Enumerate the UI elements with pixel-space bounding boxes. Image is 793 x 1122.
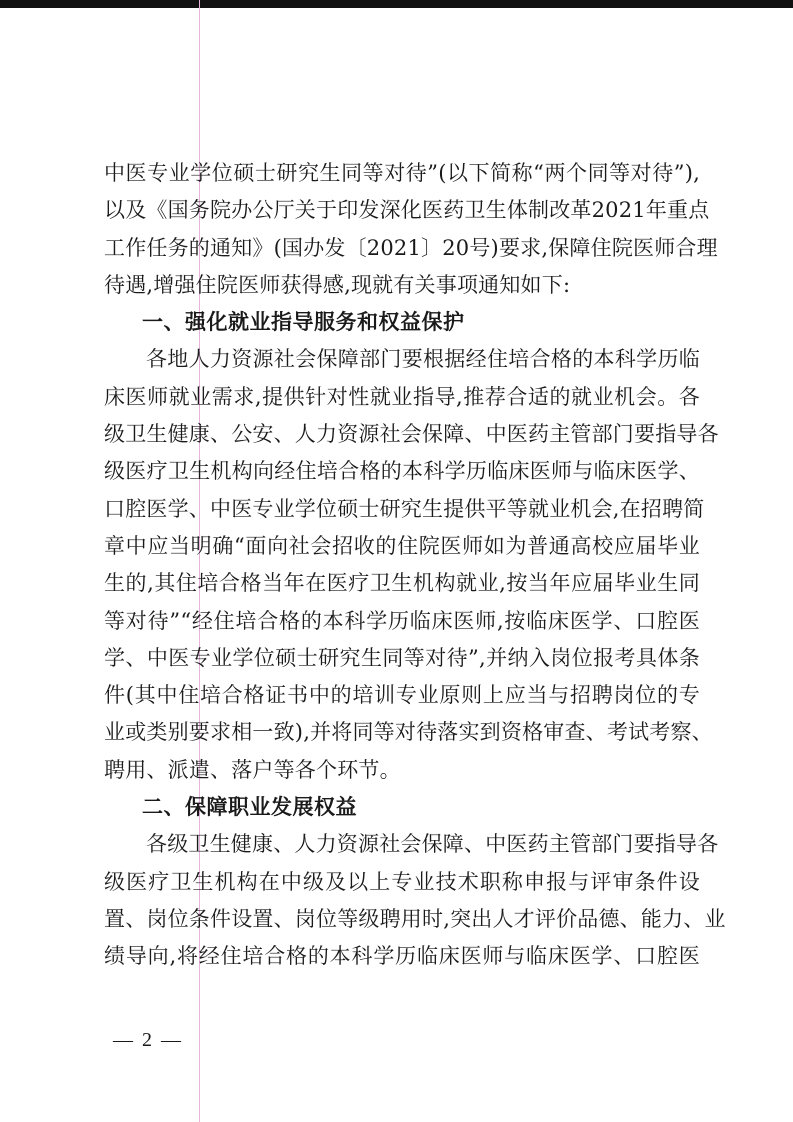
section-heading-2: 二、保障职业发展权益 [142,795,357,820]
paragraph-line: 以及《国务院办公厅关于印发深化医药卫生体制改革2021年重点 [104,198,710,223]
paragraph-line: 置、岗位条件设置、岗位等级聘用时,突出人才评价品德、能力、业 [104,906,726,931]
page-number: — 2 — [113,1029,183,1051]
section-heading-1: 一、强化就业指导服务和权益保护 [142,310,465,335]
paragraph-line: 口腔医学、中医专业学位硕士研究生提供平等就业机会,在招聘简 [104,496,705,521]
paragraph-line: 待遇,增强住院医师获得感,现就有关事项通知如下: [104,272,571,297]
paragraph-line: 级卫生健康、公安、人力资源社会保障、中医药主管部门要指导各 [104,422,719,447]
paragraph-line: 工作任务的通知》(国办发〔2021〕20号)要求,保障住院医师合理 [104,235,718,260]
scan-edge [0,0,793,8]
paragraph-line: 等对待”“经住培合格的本科学历临床医师,按临床医学、口腔医 [104,608,700,633]
paragraph-line: 床医师就业需求,提供针对性就业指导,推荐合适的就业机会。各 [104,384,700,409]
paragraph-line: 章中应当明确“面向社会招收的住院医师如为普通高校应届毕业 [104,533,700,558]
paragraph-line: 学、中医专业学位硕士研究生同等对待”,并纳入岗位报考具体条 [104,645,700,670]
paragraph-line: 各级卫生健康、人力资源社会保障、中医药主管部门要指导各 [146,832,719,857]
paragraph-line: 业或类别要求相一致),并将同等对待落实到资格审查、考试考察、 [104,720,713,745]
paragraph-line: 级医疗卫生机构在中级及以上专业技术职称申报与评审条件设 [104,869,700,894]
paragraph-line: 聘用、派遣、落户等各个环节。 [104,757,401,782]
paragraph-line: 件(其中住培合格证书中的培训专业原则上应当与招聘岗位的专 [104,683,700,708]
document-body [104,155,726,976]
paragraph-line: 绩导向,将经住培合格的本科学历临床医师与临床医学、口腔医 [104,944,700,969]
paragraph-line: 中医专业学位硕士研究生同等对待”(以下简称“两个同等对待”), [104,161,700,185]
paragraph-line: 各地人力资源社会保障部门要根据经住培合格的本科学历临 [146,347,700,372]
paragraph-line: 级医疗卫生机构向经住培合格的本科学历临床医师与临床医学、 [104,459,700,484]
paragraph-line: 生的,其住培合格当年在医疗卫生机构就业,按当年应届毕业生同 [104,571,700,596]
